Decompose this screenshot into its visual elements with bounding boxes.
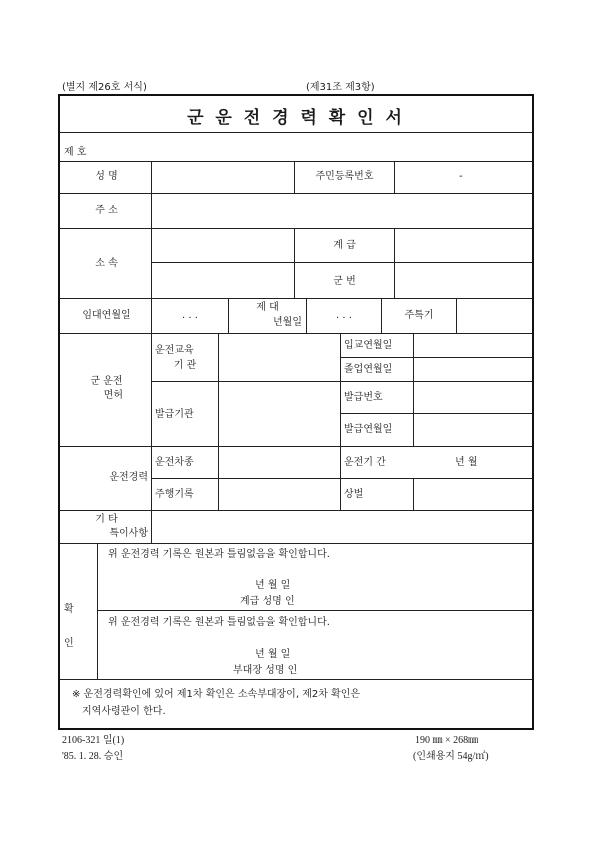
discharge-date-value[interactable]: . . . <box>336 310 352 321</box>
mileage-field[interactable] <box>219 479 339 509</box>
completion-date-label: 졸업연월일 <box>344 364 393 375</box>
second-confirmation-text: 위 운전경력 기록은 원본과 틀림없음을 확인합니다. <box>108 617 330 628</box>
approval-date: '85. 1. 28. 승인 <box>62 751 124 762</box>
driving-period-label: 운전기 간 <box>344 457 386 468</box>
note-text-2: 지역사령관이 한다. <box>82 706 166 717</box>
second-confirmation-signature[interactable]: 부대장 성명 인 <box>233 665 298 676</box>
form-code: 2106-321 일(1) <box>62 735 125 746</box>
page-title: 군 운 전 경 력 확 인 서 <box>187 108 405 128</box>
issuer-label: 발급기관 <box>155 409 194 420</box>
resident-no-label: 주민등록번호 <box>315 171 374 182</box>
paper-size: 190 ㎜ × 268㎜ <box>415 735 479 746</box>
discharge-label: 제 대 <box>256 302 279 313</box>
issuer-field[interactable] <box>219 382 339 445</box>
edu-institution-field[interactable] <box>219 334 339 380</box>
awards-field[interactable] <box>414 479 531 509</box>
entry-date-field[interactable] <box>414 334 531 356</box>
edu-institution-label-2: 기 관 <box>173 360 197 371</box>
first-confirmation-signature[interactable]: 계급 성명 인 <box>240 596 295 607</box>
affiliation-label: 소 속 <box>95 258 118 269</box>
edu-institution-label: 운전교육 <box>155 345 194 356</box>
issue-number-field[interactable] <box>414 382 531 412</box>
vehicle-type-field[interactable] <box>219 447 339 477</box>
issue-number-label: 발급번호 <box>344 392 383 403</box>
completion-date-field[interactable] <box>414 358 531 380</box>
other-label: 기 타 <box>95 514 118 525</box>
doc-number-label: 제 호 <box>64 147 87 158</box>
article-reference: (제31조 제3항) <box>306 82 375 93</box>
resident-no-dash: - <box>459 171 463 182</box>
special-skill-label: 주특기 <box>404 310 434 321</box>
affiliation-field[interactable] <box>152 229 293 297</box>
issue-date-label: 발급연월일 <box>344 424 393 435</box>
first-confirmation-text: 위 운전경력 기록은 원본과 틀림없음을 확인합니다. <box>108 549 330 560</box>
confirmation-label-2: 인 <box>64 638 74 649</box>
rank-field[interactable] <box>395 229 531 261</box>
enlist-date-label: 임대연월일 <box>82 310 131 321</box>
military-license-label-2: 면허 <box>103 390 123 401</box>
driving-period-field[interactable]: 년 월 <box>455 457 478 468</box>
address-label: 주 소 <box>95 205 118 216</box>
enlist-date-value[interactable]: . . . <box>182 310 198 321</box>
issue-date-field[interactable] <box>414 414 531 445</box>
confirmation-label: 확 <box>64 604 74 615</box>
name-label: 성 명 <box>95 171 118 182</box>
vehicle-type-label: 운전차종 <box>155 457 194 468</box>
name-field[interactable] <box>152 162 293 192</box>
address-field[interactable] <box>152 194 531 227</box>
first-confirmation-date[interactable]: 년 월 일 <box>255 580 291 591</box>
special-skill-field[interactable] <box>457 299 531 332</box>
form-reference: (별지 제26호 서식) <box>62 82 147 93</box>
paper-weight: (인쇄용지 54g/㎡) <box>413 751 489 762</box>
service-no-field[interactable] <box>395 263 531 297</box>
second-confirmation-date[interactable]: 년 월 일 <box>255 649 291 660</box>
resident-no-field[interactable] <box>395 162 531 192</box>
remarks-field[interactable] <box>152 511 531 542</box>
discharge-label-2: 년월일 <box>273 317 302 328</box>
other-label-2: 특이사항 <box>109 528 148 539</box>
military-license-label: 군 운전 <box>90 376 123 387</box>
note-text: ※ 운전경력확인에 있어 제1차 확인은 소속부대장이, 제2차 확인은 <box>72 689 361 700</box>
rank-label: 계 급 <box>333 240 356 251</box>
mileage-label: 주행기록 <box>155 489 194 500</box>
service-no-label: 군 번 <box>333 276 356 287</box>
awards-label: 상벌 <box>344 489 364 500</box>
entry-date-label: 입교연월일 <box>344 340 393 351</box>
driving-career-label: 운전경력 <box>109 472 148 483</box>
